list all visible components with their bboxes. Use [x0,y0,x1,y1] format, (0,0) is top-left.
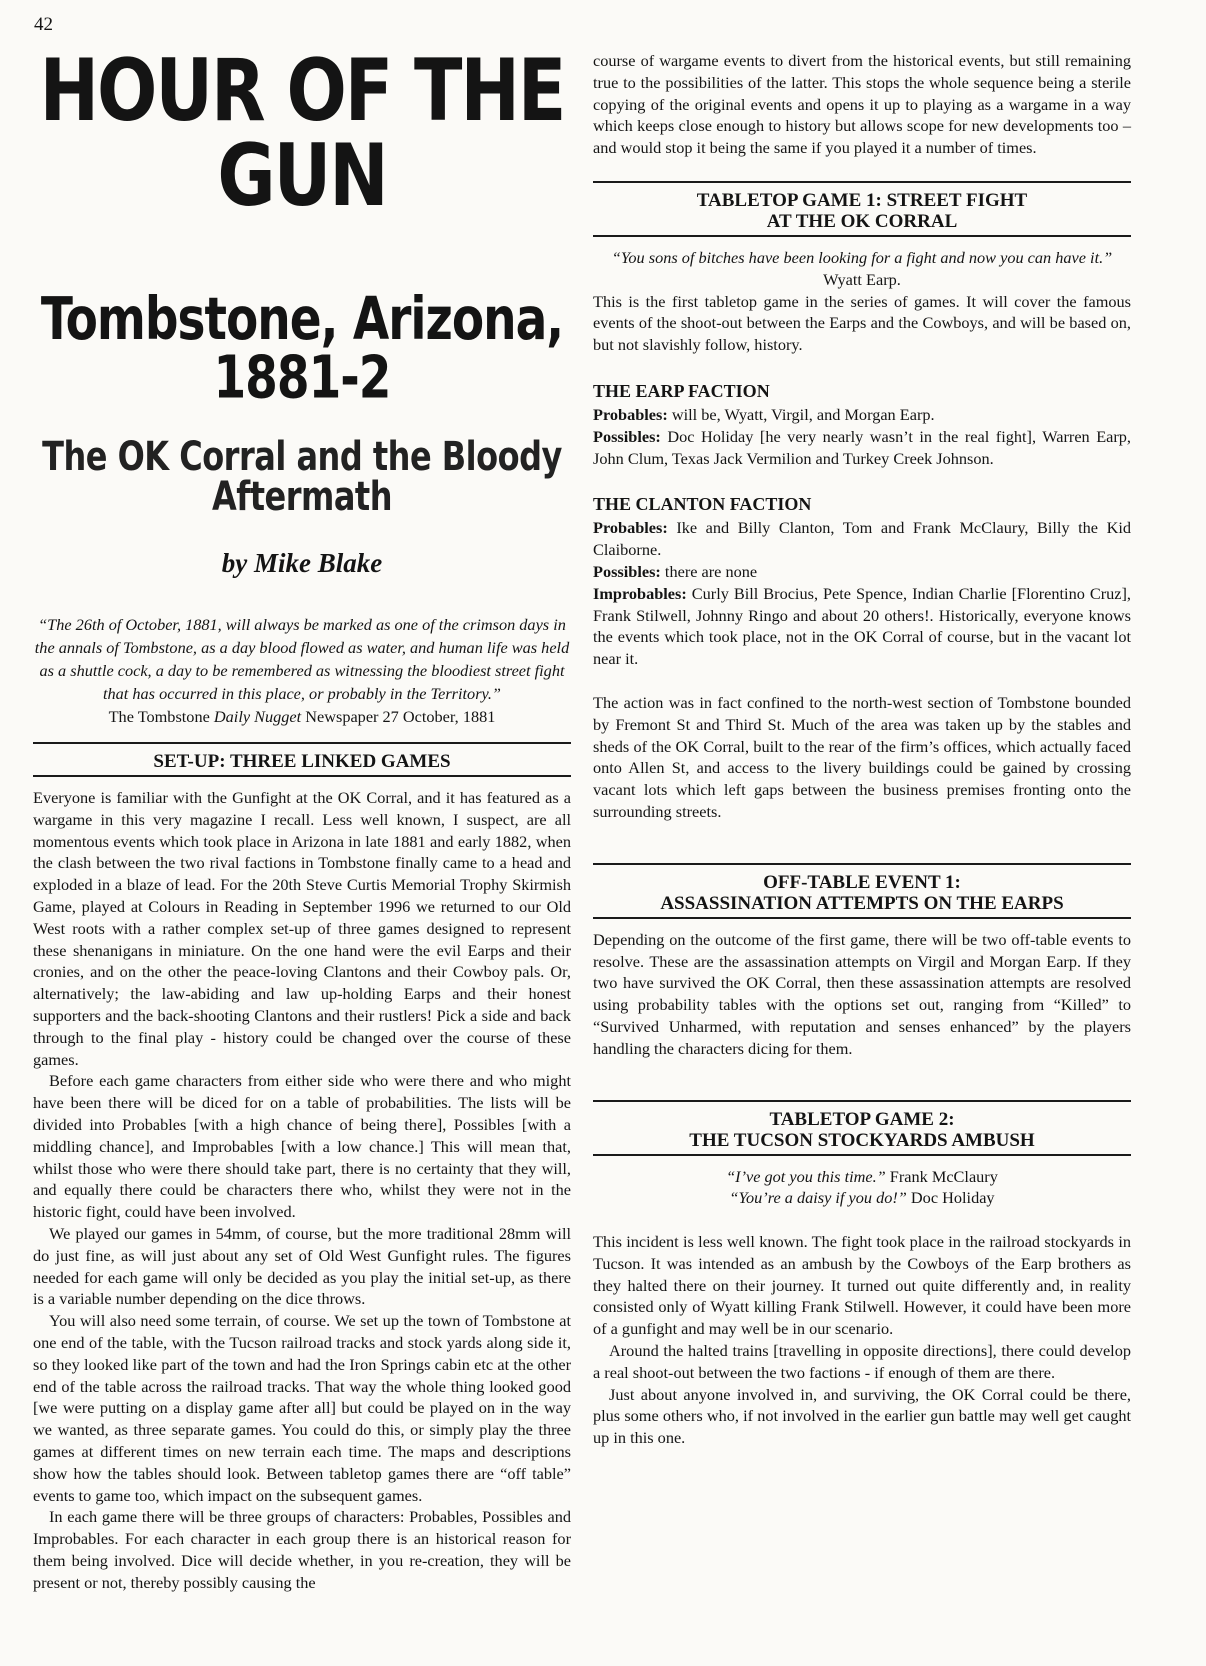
left-column [33,40,571,1593]
game2-heading [593,1100,1131,1156]
game2-quote-1 [593,1166,1131,1188]
game2-quote-1-attribution: Frank McClaury [885,1166,998,1186]
game1-heading [593,181,1131,237]
clanton-improbables-text: Curly Bill Brocius, Pete Spence, Indian Charlie [Florentino Cruz], Frank Stilwell, Johnny Ringo and about 20 others!. Historically, everyone knows the events which took place, not in the OK Corral of course, but in the vacant lot near it. [593,583,1131,669]
game2-heading-line1: TABLETOP GAME 2: [769,1108,955,1130]
earp-possibles-label: Possibles: [593,426,661,446]
setup-paragraph-5: In each game there will be three groups of characters: Probables, Possibles and Improbables. For each character in each group there is an historical reason for them being involved. Dice will decide whether, in you re-creation, they will be present or not, thereby possibly causing the [33,1507,571,1592]
offtable1-heading-line1: OFF-TABLE EVENT 1: [763,871,961,893]
right-column [593,50,1131,1449]
game2-quote-1-text: “I’ve got you this time.” [726,1166,886,1186]
clanton-probables [593,517,1131,561]
clanton-possibles [593,561,1131,583]
byline: by Mike Blake [221,548,383,578]
clanton-probables-label: Probables: [593,518,668,538]
game2-paragraph-3: Just about anyone involved in, and surviving, the OK Corral could be there, plus some others who, if not involved in the earlier gun battle may well get caught up in this one. [593,1384,1131,1448]
epigraph-quote: “The 26th of October, 1881, will always be marked as one of the crimson days in the annals of Tombstone, as a day blood flowed as water, and human life was held as a shuttle cock, a day to be remembered as witnessing the bloodiest street fight that has occurred in this place, or probably in the Territory.” [34,615,570,703]
offtable1-heading-line2: ASSASSINATION ATTEMPTS ON THE EARPS [660,892,1064,914]
epigraph-source-pre: The Tombstone [108,707,214,726]
article-subtitle: Tombstone, Arizona, 1881-2 [40,285,564,413]
game1-heading-line1: TABLETOP GAME 1: STREET FIGHT [696,189,1028,211]
setup-heading: SET-UP: THREE LINKED GAMES [33,742,571,777]
page-number: 42 [34,14,53,35]
clanton-improbables [593,583,1131,670]
setup-paragraph-2: Before each game characters from either side who were there and who might have been there will be diced for on a table of probabilities. The lists will be divided into Probables [with a high chance of being there], Possibles [with a middling chance], and Improbables [with a low chance.] This will mean that, whilst those who were there should take part, there is no certainty that they will, and equally there could be characters there who, whilst they were not in the historic fight, could have been involved. [33,1071,571,1222]
epigraph-source-post: Newspaper 27 October, 1881 [301,707,496,726]
game2-paragraph-1: This incident is less well known. The fight took place in the railroad stockyards in Tucson. It was intended as an ambush by the Cowboys of the Earp brothers as they halted there on their journey. It turned out quite differently and, in reality consisted only of Wyatt killing Frank Stilwell. However, it could have been more of a gunfight and may well be in our scenario. [593,1232,1131,1339]
epigraph-source [33,705,571,728]
game2-quote-2 [593,1187,1131,1209]
clanton-probables-text: Ike and Billy Clanton, Tom and Frank McClaury, Billy the Kid Claiborne. [593,518,1131,560]
clanton-faction-title: THE CLANTON FACTION [593,494,812,515]
epigraph-source-paper: Daily Nugget [213,707,302,726]
earp-faction-title: THE EARP FACTION [593,380,770,401]
earp-probables-label: Probables: [593,404,668,424]
game2-paragraph-2: Around the halted trains [travelling in opposite directions], there could develop a real shoot-out between the two factions - if enough of them are there. [593,1341,1131,1382]
earp-possibles [593,426,1131,470]
game2-heading-line2: THE TUCSON STOCKYARDS AMBUSH [689,1129,1035,1151]
offtable1-text: Depending on the outcome of the first game, there will be two off-table events to resolve. These are the assassination attempts on Virgil and Morgan Earp. If they two have survived the OK Corral, then these assassination attempts are resolved using probability tables with the options set out, ranging from “Killed” to “Survived Unharmed, with reputation and senses enhanced” by the players handling the characters dicing for them. [593,929,1131,1058]
setup-paragraph-3: We played our games in 54mm, of course, but the more traditional 28mm will do just fine, as will just about any set of Old West Gunfight rules. The figures needed for each game will only be decided as you play the initial set-up, as there is a variable number depending on the dice throws. [33,1223,571,1309]
clanton-possibles-text: there are none [660,561,758,581]
game1-action-text: The action was in fact confined to the north-west section of Tombstone bounded by Fremont St and Third St. Much of the area was taken up by the stables and sheds of the OK Corral, built to the rear of the firm’s offices, which actually faced onto Allen St, and access to the livery buildings could be gained by crossing vacant lots which left gaps between the business premises fronting onto the surrounding streets. [593,692,1131,821]
game2-quote-2-attribution: Doc Holiday [906,1188,995,1208]
earp-probables [593,404,1131,426]
right-intro-paragraph: course of wargame events to divert from the historical events, but still remaining true to the possibilities of the latter. This stops the whole sequence being a sterile copying of the original events and opens it up to playing as a wargame in a way which keeps close enough to history but allows scope for new developments too – and would stop it being the same if you played it a number of times. [593,51,1131,158]
game1-quote [593,247,1131,291]
game1-quote-attribution: Wyatt Earp. [823,269,901,289]
setup-paragraph-4: You will also need some terrain, of course. We set up the town of Tombstone at one end of the table, with the Tucson railroad tracks and stock yards along side it, so they looked like part of the town and had the Iron Springs cabin etc at the other end of the table across the railroad tracks. That way the whole thing looked good [we were putting on a display game after all] but could be played on in the way we wanted, as three separate games. You could do this, or simply play the three games at different times on new terrain each time. The maps and descriptions show how the tables should look. Between tabletop games there are “off table” events to game too, which impact on the subsequent games. [33,1311,571,1505]
clanton-improbables-label: Improbables: [593,583,687,603]
game1-intro: This is the first tabletop game in the series of games. It will cover the famous events of the shoot-out between the Earps and the Cowboys, and will be based on, but not slavishly follow, history. [593,291,1131,355]
earp-probables-text: will be, Wyatt, Virgil, and Morgan Earp. [667,404,935,424]
earp-possibles-text: Doc Holiday [he very nearly wasn’t in the real fight], Warren Earp, John Clum, Texas Jack Vermilion and Turkey Creek Johnson. [593,426,1131,468]
offtable1-heading [593,863,1131,919]
game1-quote-text: “You sons of bitches have been looking for a fight and now you can have it.” [611,247,1113,267]
article-subsubtitle: The OK Corral and the Bloody Aftermath [42,432,562,520]
game2-quote-2-text: “You’re a daisy if you do!” [729,1188,907,1208]
clanton-possibles-label: Possibles: [593,561,661,581]
game1-heading-line2: AT THE OK CORRAL [766,210,958,232]
setup-paragraph-1: Everyone is familiar with the Gunfight at the OK Corral, and it has featured as a wargame in this very magazine I recall. Less well known, I suspect, are all momentous events which took place in Arizona in late 1881 and early 1882, when the clash between the two rival factions in Tombstone finally came to a head and exploded in a blaze of lead. For the 20th Steve Curtis Memorial Trophy Skirmish Game, played at Colours in Reading in September 1996 we returned to our Old West roots with a rather complex set-up of three games designed to represent these shenanigans in miniature. On the one hand were the evil Earps and their cronies, and on the other the peace-loving Clantons and their Cowboy pals. Or, alternatively; the law-abiding and law up-holding Earps and their honest supporters and the back-shooting Clantons and their rustlers! Pick a side and back through to the final play - history could be changed over the course of these games. [33,788,571,1069]
article-title: HOUR OF THE GUN [39,40,565,226]
